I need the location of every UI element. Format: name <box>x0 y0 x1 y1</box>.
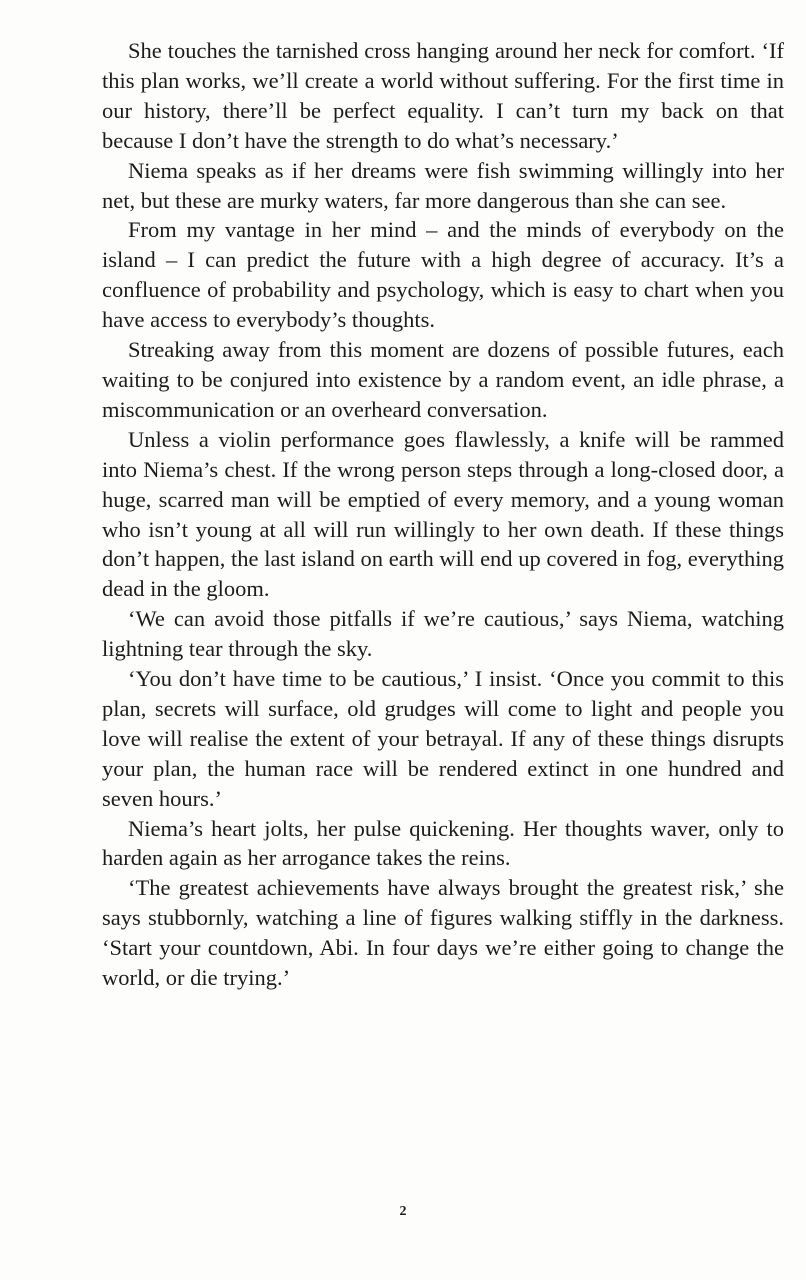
body-text <box>102 36 784 993</box>
paragraph: She touches the tarnished cross hanging around her neck for comfort. ‘If this plan works, we’ll create a world without suffering. For the first time in our history, there’ll be perfect equality. I can’t turn my back on that because I don’t have the strength to do what’s necessary.’ <box>102 38 784 153</box>
paragraph: Streaking away from this moment are dozens of possible futures, each waiting to be conjured into existence by a random event, an idle phrase, a miscommunication or an overheard conversation. <box>102 337 784 422</box>
paragraph: ‘You don’t have time to be cautious,’ I insist. ‘Once you commit to this plan, secrets will surface, old grudges will come to light and people you love will realise the extent of your betrayal. If any of these things disrupts your plan, the human race will be rendered extinct in one hundred and seven hours.’ <box>102 666 784 811</box>
paragraph: Niema speaks as if her dreams were fish swimming willingly into her net, but these are murky waters, far more dangerous than she can see. <box>102 157 784 213</box>
paragraph: From my vantage in her mind – and the minds of everybody on the island – I can predict the future with a high degree of accuracy. It’s a confluence of probability and psychology, which is easy to chart when you have access to everybody’s thoughts. <box>102 217 784 333</box>
paragraph: ‘We can avoid those pitfalls if we’re cautious,’ says Niema, watching lightning tear through the sky. <box>102 606 784 662</box>
paragraph: ‘The greatest achievements have always brought the greatest risk,’ she says stubbornly, watching a line of figures walking stiffly in the darkness. ‘Start your countdown, Abi. In four days we’re either going to change the world, or die trying.’ <box>102 875 784 991</box>
page-number: 2 <box>399 1204 407 1219</box>
paragraph: Unless a violin performance goes flawlessly, a knife will be rammed into Niema’s chest. If the wrong person steps through a long-closed door, a huge, scarred man will be emptied of every memory, and a young woman who isn’t young at all will run willingly to her own death. If these things don’t happen, the last island on earth will end up covered in fog, everything dead in the gloom. <box>102 426 784 602</box>
paragraph: Niema’s heart jolts, her pulse quickening. Her thoughts waver, only to harden again as her arrogance takes the reins. <box>102 815 784 871</box>
